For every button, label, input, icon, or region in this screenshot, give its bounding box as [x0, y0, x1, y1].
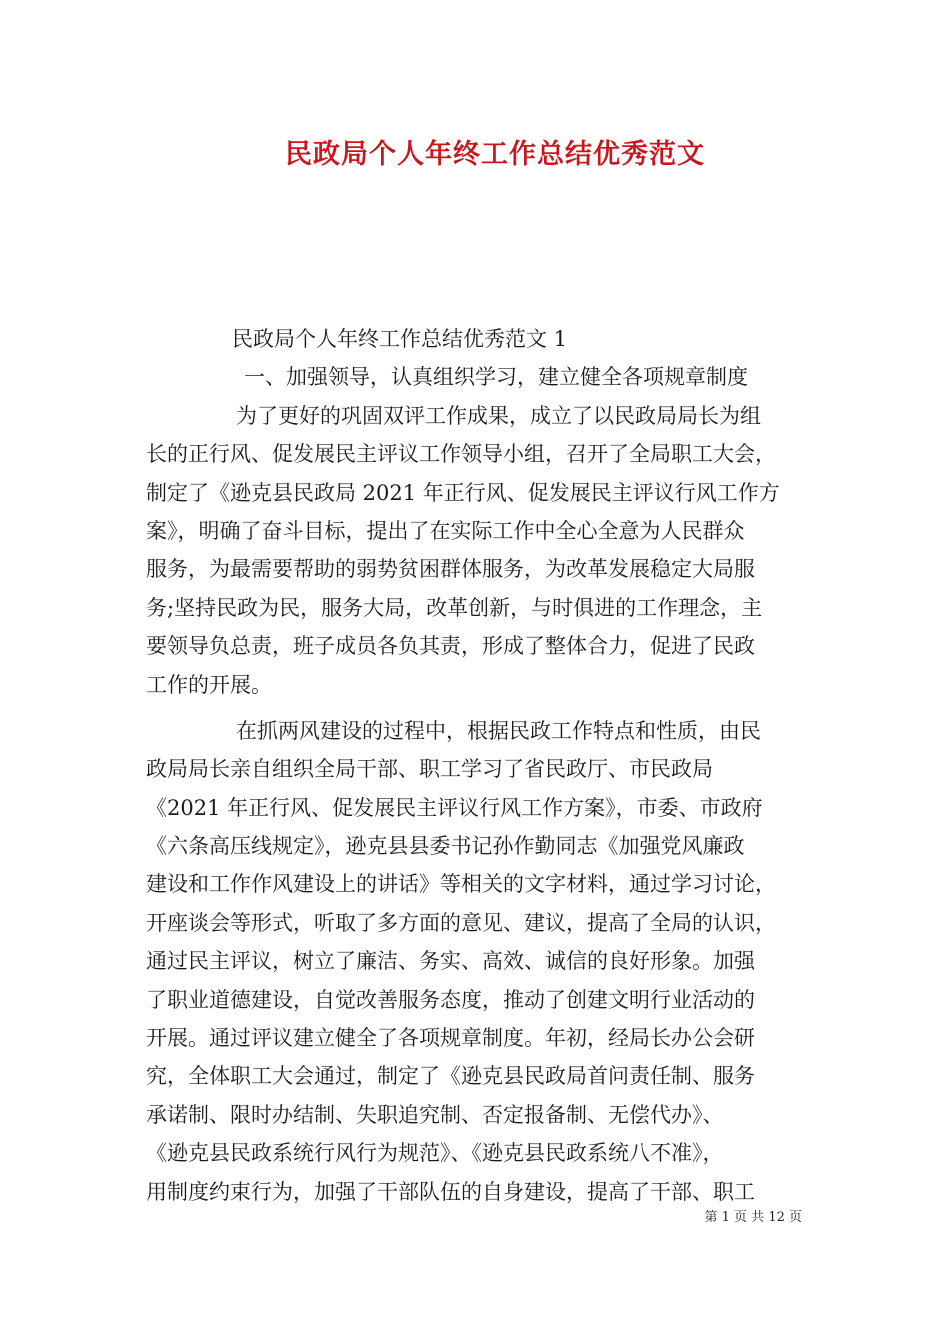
paragraph-line: 务;坚持民政为民，服务大局，改革创新，与时俱进的工作理念，主 [146, 595, 763, 620]
document-body [146, 320, 814, 1211]
paragraph-line: 开座谈会等形式，听取了多方面的意见、建议，提高了全局的认识， [146, 910, 776, 935]
paragraph-line: 了职业道德建设，自觉改善服务态度，推动了创建文明行业活动的 [146, 987, 755, 1012]
paragraph-2 [146, 712, 814, 1211]
paragraph-line: 《逊克县民政系统行风行为规范》、《逊克县民政系统八不准》， [146, 1141, 724, 1166]
document-title: 民政局个人年终工作总结优秀范文 [285, 139, 705, 170]
paragraph-line: 用制度约束行为，加强了干部队伍的自身建设，提高了干部、职工 [146, 1179, 755, 1204]
paragraph-line: 承诺制、限时办结制、失职追究制、否定报备制、无偿代办》、 [146, 1102, 724, 1127]
paragraph-line: 建设和工作作风建设上的讲话》等相关的文字材料，通过学习讨论， [146, 872, 776, 897]
paragraph-line: 《2021 年正行风、促发展民主评议行风工作方案》，市委、市政府 [146, 795, 763, 820]
paragraph-line: 开展。通过评议建立健全了各项规章制度。年初，经局长办公会研 [146, 1026, 755, 1051]
paragraph-line: 长的正行风、促发展民主评议工作领导小组，召开了全局职工大会， [146, 442, 776, 467]
paragraph-line: 要领导负总责，班子成员各负其责，形成了整体合力，促进了民政 [146, 634, 755, 659]
paragraph-line: 服务，为最需要帮助的弱势贫困群体服务，为改革发展稳定大局服 [146, 557, 755, 582]
document-subtitle: 民政局个人年终工作总结优秀范文 1 [232, 327, 568, 351]
paragraph-line: 《六条高压线规定》，逊克县县委书记孙作勤同志《加强党风廉政 [146, 834, 745, 859]
paragraph-line: 在抓两风建设的过程中，根据民政工作特点和性质，由民 [236, 718, 761, 743]
paragraph-line: 为了更好的巩固双评工作成果，成立了以民政局局长为组 [236, 403, 761, 428]
page-indicator: 第 1 页 共 12 页 [704, 1210, 802, 1225]
paragraph-1 [146, 397, 814, 704]
paragraph-line: 通过民主评议，树立了廉洁、务实、高效、诚信的良好形象。加强 [146, 949, 755, 974]
paragraph-line: 政局局长亲自组织全局干部、职工学习了省民政厅、市民政局 [146, 757, 713, 782]
paragraph-line: 制定了《逊克县民政局 2021 年正行风、促发展民主评议行风工作方 [146, 480, 780, 505]
paragraph-line: 究，全体职工大会通过，制定了《逊克县民政局首问责任制、服务 [146, 1064, 755, 1089]
paragraph-line: 工作的开展。 [146, 672, 272, 697]
paragraph-line: 案》，明确了奋斗目标，提出了在实际工作中全心全意为人民群众 [146, 518, 745, 543]
section-heading: 一、加强领导，认真组织学习，建立健全各项规章制度 [244, 365, 748, 390]
